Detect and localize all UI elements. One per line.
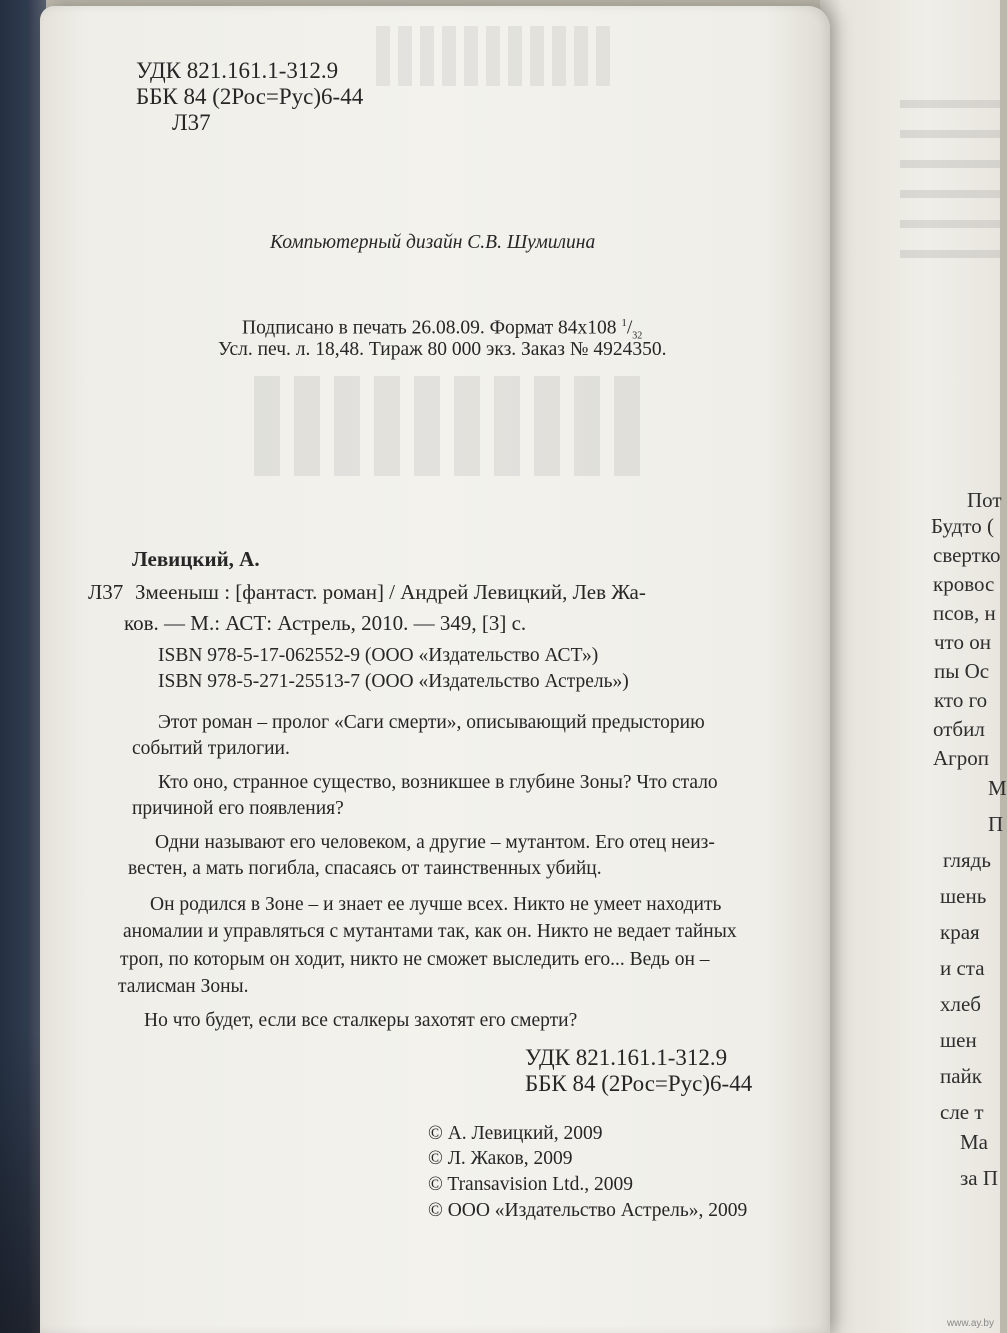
- bbk-code: ББК 84 (2Рос=Рус)6-44: [136, 84, 364, 109]
- facing-page-line: П: [988, 812, 1004, 836]
- facing-page-line: пы Ос: [934, 659, 990, 683]
- copyright-line: © Л. Жаков, 2009: [428, 1148, 573, 1169]
- facing-page-line: за П: [960, 1166, 999, 1190]
- author-mark: Л37: [172, 110, 211, 135]
- print-info-text: Подписано в печать 26.08.09. Формат 84x108: [242, 317, 617, 339]
- facing-page-line: М: [988, 776, 1007, 800]
- annotation-line: талисман Зоны.: [118, 976, 249, 997]
- facing-page-line: Пот: [967, 488, 1002, 512]
- catalog-code: Л37: [88, 580, 124, 604]
- annotation-line: событий трилогии.: [132, 738, 290, 759]
- facing-page-line: кровос: [933, 572, 995, 596]
- copyright-line: © А. Левицкий, 2009: [428, 1123, 603, 1144]
- udk-code: УДК 821.161.1-312.9: [136, 58, 339, 83]
- annotation-line: Одни называют его человеком, а другие – мутантом. Его отец неиз-: [155, 832, 715, 853]
- isbn-ast: ISBN 978-5-17-062552-9 (ООО «Издательство АСТ»): [158, 645, 599, 666]
- annotation-line: вестен, а мать погибла, спасаясь от таинственных убийц.: [128, 858, 602, 879]
- catalog-author: Левицкий, А.: [132, 547, 260, 571]
- facing-page-line: пайк: [940, 1064, 982, 1088]
- facing-page-line: края: [940, 920, 980, 944]
- facing-page-line: глядь: [943, 848, 991, 872]
- format-fraction-num: 1: [621, 317, 627, 329]
- copyright-line: © Transavision Ltd., 2009: [428, 1174, 633, 1195]
- annotation-line: Он родился в Зоне – и знает ее лучше всех. Никто не умеет находить: [150, 894, 722, 915]
- facing-page-line: хлеб: [940, 992, 981, 1016]
- facing-page-line: шень: [940, 884, 987, 908]
- site-watermark: www.ay.by: [946, 1318, 994, 1329]
- copyright-page: [40, 6, 830, 1333]
- facing-page-line: свертко: [933, 543, 1001, 567]
- facing-page-line: шен: [940, 1028, 977, 1052]
- facing-page-line: сле т: [940, 1100, 984, 1124]
- design-credit: Компьютерный дизайн С.В. Шумилина: [270, 232, 596, 253]
- facing-page-line: и ста: [940, 956, 985, 980]
- show-through-shape: [240, 376, 640, 476]
- footer-bbk-code: ББК 84 (2Рос=Рус)6-44: [525, 1071, 753, 1096]
- facing-page-line: Агроп: [933, 746, 990, 770]
- annotation-line: причиной его появления?: [132, 798, 344, 819]
- facing-page-line: псов, н: [933, 601, 996, 625]
- print-info-line1: Подписано в печать 26.08.09. Формат 84x108 $^1/_{32}$: [242, 317, 643, 342]
- facing-page-line: отбил: [933, 717, 985, 741]
- catalog-description: ков. — М.: АСТ: Астрель, 2010. — 349, [3] с.: [124, 611, 527, 635]
- annotation-line: Но что будет, если все сталкеры захотят его смерти?: [144, 1010, 578, 1031]
- show-through-shape: [370, 26, 610, 86]
- annotation-line: аномалии и управляться с мутантами так, как он. Никто не ведает тайных: [123, 921, 737, 942]
- annotation-line: Этот роман – пролог «Саги смерти», описывающий предысторию: [158, 712, 705, 733]
- facing-page-line: кто го: [934, 688, 988, 712]
- annotation-line: Кто оно, странное существо, возникшее в глубине Зоны? Что стало: [158, 772, 718, 793]
- facing-page-line: Ма: [960, 1130, 988, 1154]
- format-fraction-den: 32: [632, 330, 643, 342]
- print-info-line2: Усл. печ. л. 18,48. Тираж 80 000 экз. Заказ № 4924350.: [218, 339, 667, 360]
- facing-page-line: что он: [934, 630, 991, 654]
- footer-udk-code: УДК 821.161.1-312.9: [525, 1045, 728, 1070]
- facing-page: [820, 0, 1007, 1333]
- facing-page-line: Будто (: [931, 514, 995, 538]
- copyright-line: © ООО «Издательство Астрель», 2009: [428, 1200, 748, 1221]
- catalog-description: Змееныш : [фантаст. роман] / Андрей Левицкий, Лев Жа-: [135, 580, 646, 604]
- annotation-line: троп, по которым он ходит, никто не сможет выследить его... Ведь он –: [120, 949, 710, 970]
- isbn-astrel: ISBN 978-5-271-25513-7 (ООО «Издательство Астрель»): [158, 671, 629, 692]
